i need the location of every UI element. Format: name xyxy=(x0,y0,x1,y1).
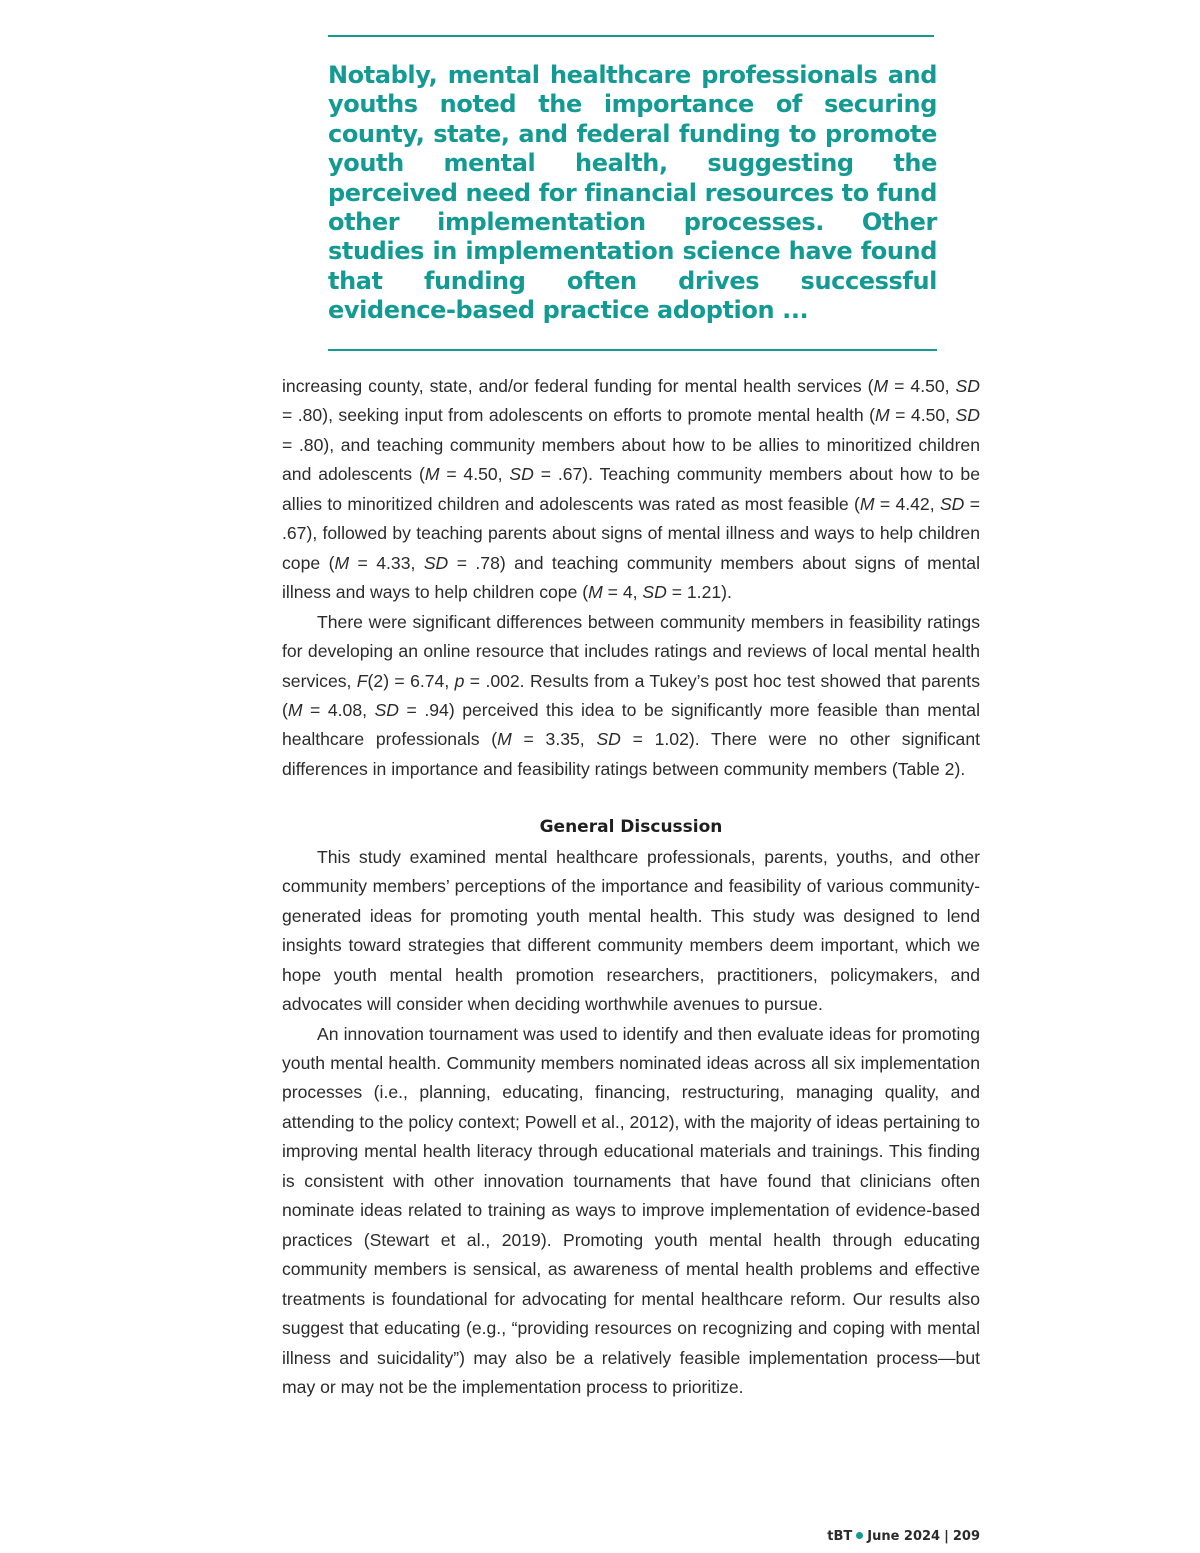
issue-date: June 2024 xyxy=(867,1529,941,1544)
section-heading: General Discussion xyxy=(539,817,723,838)
page-footer xyxy=(827,1529,980,1544)
page-number: 209 xyxy=(952,1529,980,1544)
paragraph-discussion-intro: This study examined mental healthcare professionals, parents, youths, and other community members’ perceptions of the importance and feasibility of various community-generated ideas for promoting youth mental health. This study was designed to lend insights toward strategies that different community members deem important, which we hope youth mental health promotion researchers, practitioners, policymakers, and advocates will consider when deciding worthwhile avenues to pursue. xyxy=(282,846,980,1015)
paragraph-significant-differences: There were significant differences between community members in feasibility ratings for developing an online resource that includes ratings and reviews of local mental health services, F(2) = 6.74, p = .002. Results from a Tukey’s post hoc test showed that parents (M = 4.08, SD = .94) perceived this idea to be significantly more feasible than mental healthcare professionals (M = 3.35, SD = 1.02). There were no other significant differences in importance and feasibility ratings between community members (Table 2). xyxy=(282,611,981,779)
pull-quote-text: Notably, mental healthcare professionals and youths noted the importance of securing county, state, and federal funding to promote youth mental health, suggesting the perceived need for financial resources to fund other implementation processes. Other studies in implementation science have found that funding often drives successful evidence-based practice adoption ... xyxy=(328,61,937,325)
paragraph-results-continued: increasing county, state, and/or federal funding for mental health services (M = 4.50, SD = .80), seeking input from adolescents on efforts to promote mental health (M = 4.50, SD = .80), and teaching community members about how to be allies to minoritized children and adolescents (M = 4.50, SD = .67). Teaching community members about how to be allies to minoritized children and adolescents was rated as most feasible (M = 4.42, SD = .67), followed by teaching parents about signs of mental illness and ways to help children cope (M = 4.33, SD = .78) and teaching community members about signs of mental illness and ways to help children cope (M = 4, SD = 1.21). xyxy=(282,376,980,603)
pull-quote-bottom-rule xyxy=(328,349,937,351)
pull-quote-top-rule xyxy=(328,35,934,37)
separator: | xyxy=(944,1529,949,1544)
pull-quote xyxy=(328,35,937,351)
journal-name: tBT xyxy=(827,1529,853,1544)
bullet-dot-icon xyxy=(856,1532,863,1539)
article-body xyxy=(282,372,980,1402)
paragraph-innovation-tournament: An innovation tournament was used to identify and then evaluate ideas for promoting youth mental health. Community members nominated ideas across all six implementation processes (i.e., planning, educating, financing, restructuring, managing quality, and attending to the policy context; Powell et al., 2012), with the majority of ideas pertaining to improving mental health literacy through educational materials and trainings. This finding is consistent with other innovation tournaments that have found that clinicians often nominate ideas related to training as ways to improve implementation of evidence-based practices (Stewart et al., 2019). Promoting youth mental health through educating community members is sensical, as awareness of mental health problems and effective treatments is foundational for advocating for mental healthcare reform. Our results also suggest that educating (e.g., “providing resources on recognizing and coping with mental illness and suicidality”) may also be a relatively feasible implementation process—but may or may not be the implementation process to prioritize. xyxy=(282,1023,980,1397)
